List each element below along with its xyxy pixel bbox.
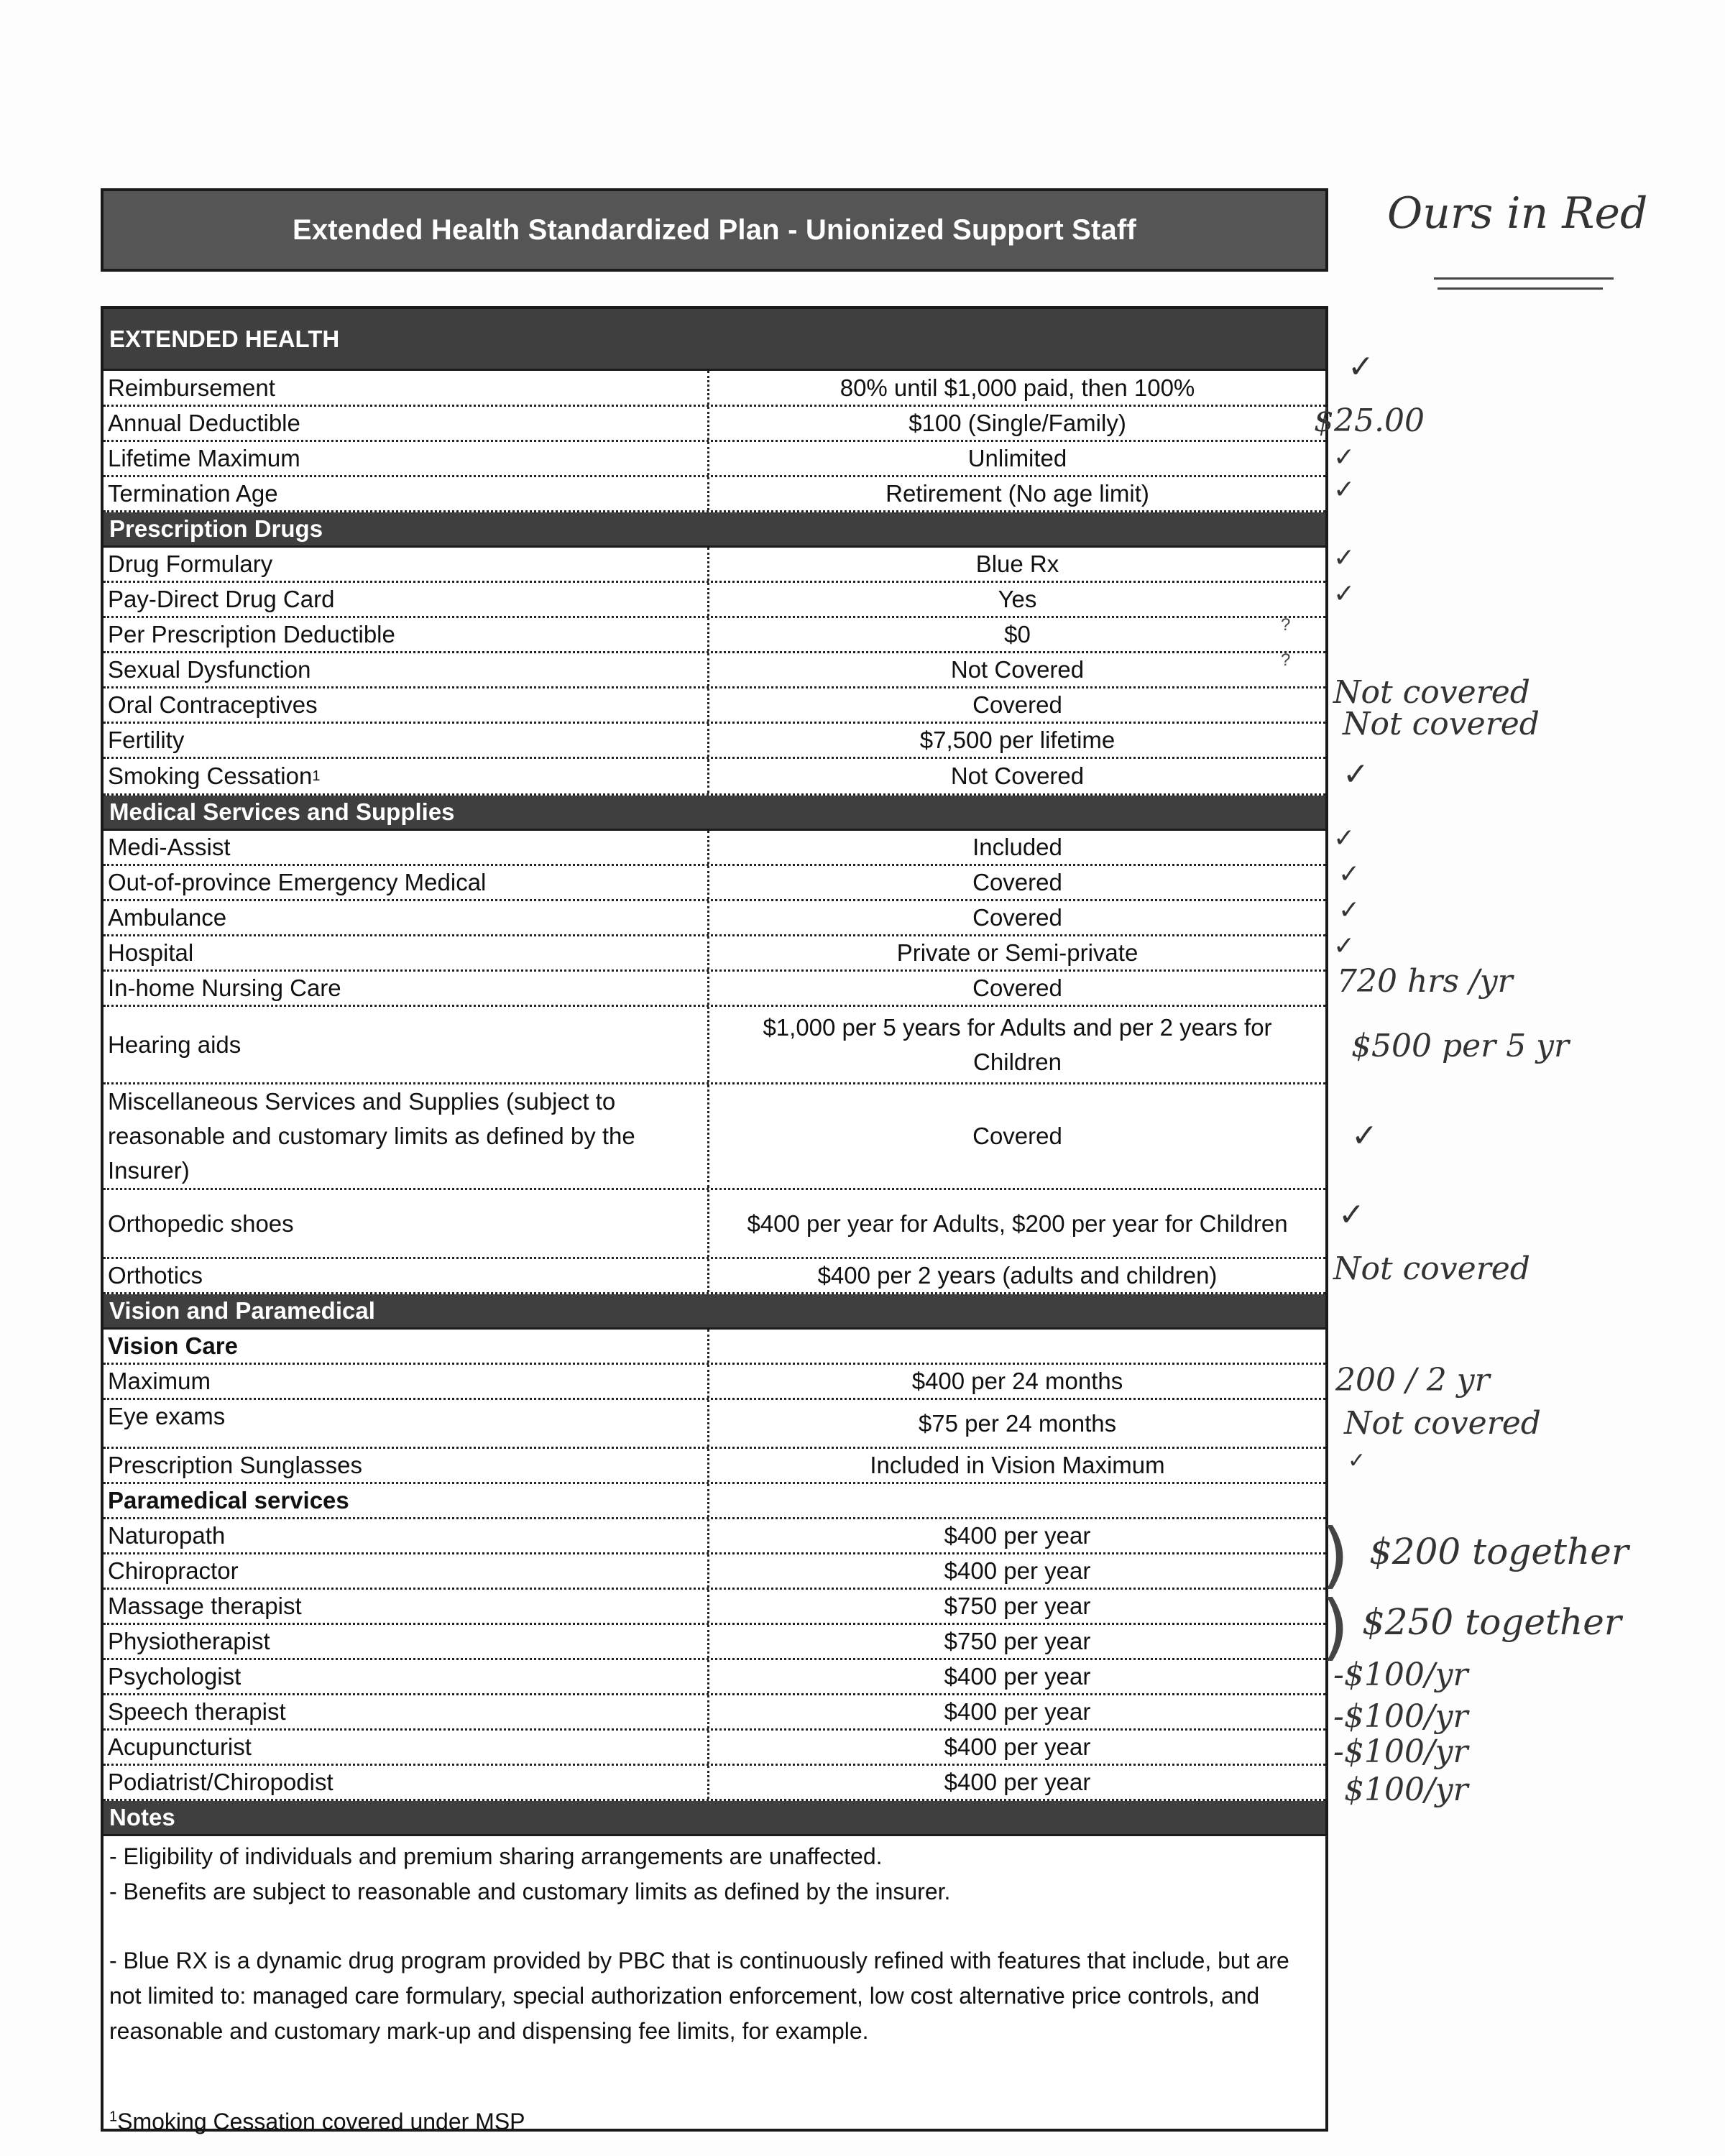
row-label: Fertility <box>104 724 709 757</box>
row-label: Pay-Direct Drug Card <box>104 583 709 616</box>
row-value: $400 per year <box>944 1663 1091 1690</box>
note-line: - Benefits are subject to reasonable and customary limits as defined by the insurer. <box>109 1878 951 1904</box>
table-row <box>104 724 1325 759</box>
row-value: $400 per year for Adults, $200 per year for Children <box>747 1210 1288 1237</box>
section-header-medical-services <box>104 796 1325 831</box>
section-header-notes <box>104 1801 1325 1836</box>
handwritten-note: $100/yr <box>1344 1772 1468 1808</box>
handwritten-note: $25.00 <box>1314 402 1425 439</box>
table-row <box>104 1590 1325 1625</box>
row-label: Physiotherapist <box>104 1625 709 1658</box>
row-label: Miscellaneous Services and Supplies (subject to reasonable and customary limits as defined by the Insurer) <box>104 1084 709 1188</box>
check-icon: ✓ <box>1338 895 1361 924</box>
table-row <box>104 1695 1325 1731</box>
table-row <box>104 831 1325 866</box>
handwritten-note: Not covered <box>1333 1250 1530 1287</box>
table-row <box>104 1365 1325 1400</box>
table-row <box>104 1190 1325 1259</box>
handwritten-note: Not covered <box>1344 1405 1541 1442</box>
page-title: Extended Health Standardized Plan - Unionized Support Staff <box>101 188 1328 272</box>
row-label: Chiropractor <box>104 1554 709 1588</box>
row-label: Per Prescription Deductible <box>104 618 709 651</box>
check-icon: ✓ <box>1338 1197 1365 1233</box>
row-value: Private or Semi-private <box>896 939 1138 967</box>
section-header-extended-health <box>104 309 1325 371</box>
row-value: Yes <box>998 586 1037 613</box>
row-value: Covered <box>972 869 1062 896</box>
row-label: Hospital <box>104 936 709 969</box>
brace-icon: ) <box>1321 1513 1350 1597</box>
table-row <box>104 1766 1325 1801</box>
row-value <box>709 1484 1325 1517</box>
row-value: Not Covered <box>950 656 1085 683</box>
table-row <box>104 618 1325 653</box>
table-row <box>104 688 1325 724</box>
row-value: $400 per 24 months <box>911 1368 1123 1395</box>
handwritten-note: 720 hrs /yr <box>1337 963 1513 1000</box>
row-value: Not Covered <box>950 763 1085 790</box>
check-icon: ✓ <box>1348 1449 1366 1473</box>
row-label: Naturopath <box>104 1519 709 1552</box>
table-row <box>104 1259 1325 1294</box>
row-value: Included <box>972 834 1062 861</box>
row-label: Reimbursement <box>104 371 709 405</box>
row-label: Annual Deductible <box>104 407 709 440</box>
subsection-vision-care <box>104 1330 1325 1365</box>
check-icon: ✓ <box>1333 579 1356 608</box>
note-line: - Eligibility of individuals and premium sharing arrangements are unaffected. <box>109 1843 883 1869</box>
handwritten-underline <box>1434 277 1614 280</box>
table-row <box>104 936 1325 972</box>
table-row <box>104 371 1325 407</box>
check-icon: ✓ <box>1348 349 1374 384</box>
row-value: $7,500 per lifetime <box>919 727 1116 754</box>
row-value <box>709 1330 1325 1363</box>
row-label: Oral Contraceptives <box>104 688 709 722</box>
handwritten-note: 200 / 2 yr <box>1335 1362 1490 1399</box>
row-label: Eye exams <box>104 1400 709 1447</box>
row-label: Sexual Dysfunction <box>104 653 709 686</box>
handwritten-note: Not covered <box>1333 674 1530 711</box>
row-value: $0 <box>1004 621 1031 648</box>
smoking-cessation-label: Smoking Cessation <box>108 763 313 789</box>
footnote-marker: 1 <box>312 768 321 784</box>
handwritten-note: $250 together <box>1362 1601 1622 1643</box>
row-value: $1,000 per 5 years for Adults and per 2 years for Children <box>763 1013 1272 1075</box>
handwritten-underline <box>1438 287 1603 290</box>
row-value: $400 per year <box>944 1769 1091 1796</box>
row-label: Podiatrist/Chiropodist <box>104 1766 709 1799</box>
row-value: $400 per year <box>944 1522 1091 1549</box>
table-row <box>104 1660 1325 1695</box>
row-value: $750 per year <box>944 1628 1091 1655</box>
section-title: Vision and Paramedical <box>109 1297 375 1324</box>
handwritten-note: Not covered <box>1343 706 1540 742</box>
row-label: Out-of-province Emergency Medical <box>104 866 709 899</box>
row-label: Maximum <box>104 1365 709 1398</box>
row-value: $400 per 2 years (adults and children) <box>817 1262 1218 1289</box>
row-label: Drug Formulary <box>104 548 709 581</box>
row-label <box>104 759 709 793</box>
row-label: In-home Nursing Care <box>104 972 709 1005</box>
benefits-table <box>101 306 1328 2135</box>
row-label: Massage therapist <box>104 1590 709 1623</box>
check-icon: ✓ <box>1333 474 1356 504</box>
handwritten-header: Ours in Red <box>1387 188 1648 239</box>
section-title: Notes <box>109 1804 175 1830</box>
row-label: Speech therapist <box>104 1695 709 1728</box>
table-row <box>104 1007 1325 1084</box>
row-value: Retirement (No age limit) <box>886 480 1149 507</box>
row-label: Hearing aids <box>104 1007 709 1082</box>
handwritten-note: $200 together <box>1369 1531 1629 1572</box>
row-value: $400 per year <box>944 1733 1091 1761</box>
handwritten-note: -$100/yr <box>1333 1657 1468 1693</box>
check-icon: ✓ <box>1343 757 1369 792</box>
table-row <box>104 548 1325 583</box>
notes-body <box>104 1836 1325 2142</box>
section-title: Prescription Drugs <box>109 515 323 542</box>
question-mark: ? <box>1281 615 1291 635</box>
question-mark: ? <box>1281 650 1291 670</box>
table-row <box>104 972 1325 1007</box>
table-row <box>104 1449 1325 1484</box>
row-value: Covered <box>972 975 1062 1002</box>
table-row <box>104 1625 1325 1660</box>
row-label: Lifetime Maximum <box>104 442 709 475</box>
row-value: Included in Vision Maximum <box>870 1452 1165 1479</box>
note-line: - Blue RX is a dynamic drug program provided by PBC that is continuously refined with features that include, but are not limited to: managed care formulary, special authorization enforcement, low cost alternative price controls, and reasonable and customary mark-up and dispensing fee limits, for example. <box>109 1948 1289 2044</box>
table-row <box>104 901 1325 936</box>
table-row <box>104 866 1325 901</box>
table-row <box>104 1400 1325 1449</box>
section-header-prescription-drugs <box>104 512 1325 548</box>
subsection-paramedical <box>104 1484 1325 1519</box>
footnote <box>109 2104 1320 2139</box>
handwritten-note: $500 per 5 yr <box>1351 1028 1570 1064</box>
section-title: EXTENDED HEALTH <box>109 325 340 352</box>
handwritten-note: -$100/yr <box>1333 1733 1468 1770</box>
check-icon: ✓ <box>1351 1118 1378 1153</box>
row-label: Vision Care <box>104 1330 709 1363</box>
row-value: Blue Rx <box>975 550 1059 578</box>
row-label: Orthopedic shoes <box>104 1190 709 1257</box>
check-icon: ✓ <box>1333 543 1356 572</box>
row-value: Covered <box>972 691 1062 719</box>
table-row <box>104 583 1325 618</box>
row-value: $100 (Single/Family) <box>908 410 1126 437</box>
row-label: Psychologist <box>104 1660 709 1693</box>
table-row <box>104 477 1325 512</box>
row-value: $400 per year <box>944 1557 1091 1585</box>
row-value: Covered <box>972 1123 1062 1150</box>
table-row <box>104 1084 1325 1190</box>
check-icon: ✓ <box>1333 931 1356 960</box>
handwritten-note: -$100/yr <box>1333 1698 1468 1735</box>
row-value: $750 per year <box>944 1593 1091 1620</box>
row-value: 80% until $1,000 paid, then 100% <box>840 374 1195 401</box>
footnote-marker: 1 <box>109 2109 118 2125</box>
row-value: Covered <box>972 904 1062 931</box>
row-value: $75 per 24 months <box>918 1409 1117 1437</box>
check-icon: ✓ <box>1333 823 1356 852</box>
check-icon: ✓ <box>1338 859 1361 888</box>
row-label: Prescription Sunglasses <box>104 1449 709 1482</box>
table-row <box>104 1731 1325 1766</box>
table-row <box>104 759 1325 796</box>
section-header-vision-paramedical <box>104 1294 1325 1330</box>
footnote-text: Smoking Cessation covered under MSP <box>117 2109 525 2135</box>
row-label: Paramedical services <box>104 1484 709 1517</box>
row-label: Medi-Assist <box>104 831 709 864</box>
row-label: Acupuncturist <box>104 1731 709 1764</box>
table-row <box>104 1519 1325 1554</box>
check-icon: ✓ <box>1333 442 1356 471</box>
table-row <box>104 653 1325 688</box>
row-label: Ambulance <box>104 901 709 934</box>
table-row <box>104 407 1325 442</box>
row-value: $400 per year <box>944 1698 1091 1726</box>
row-label: Termination Age <box>104 477 709 510</box>
row-value: Unlimited <box>967 445 1067 472</box>
table-row <box>104 1554 1325 1590</box>
brace-icon: ) <box>1321 1585 1350 1669</box>
section-title: Medical Services and Supplies <box>109 798 455 825</box>
table-row <box>104 442 1325 477</box>
row-label: Orthotics <box>104 1259 709 1292</box>
